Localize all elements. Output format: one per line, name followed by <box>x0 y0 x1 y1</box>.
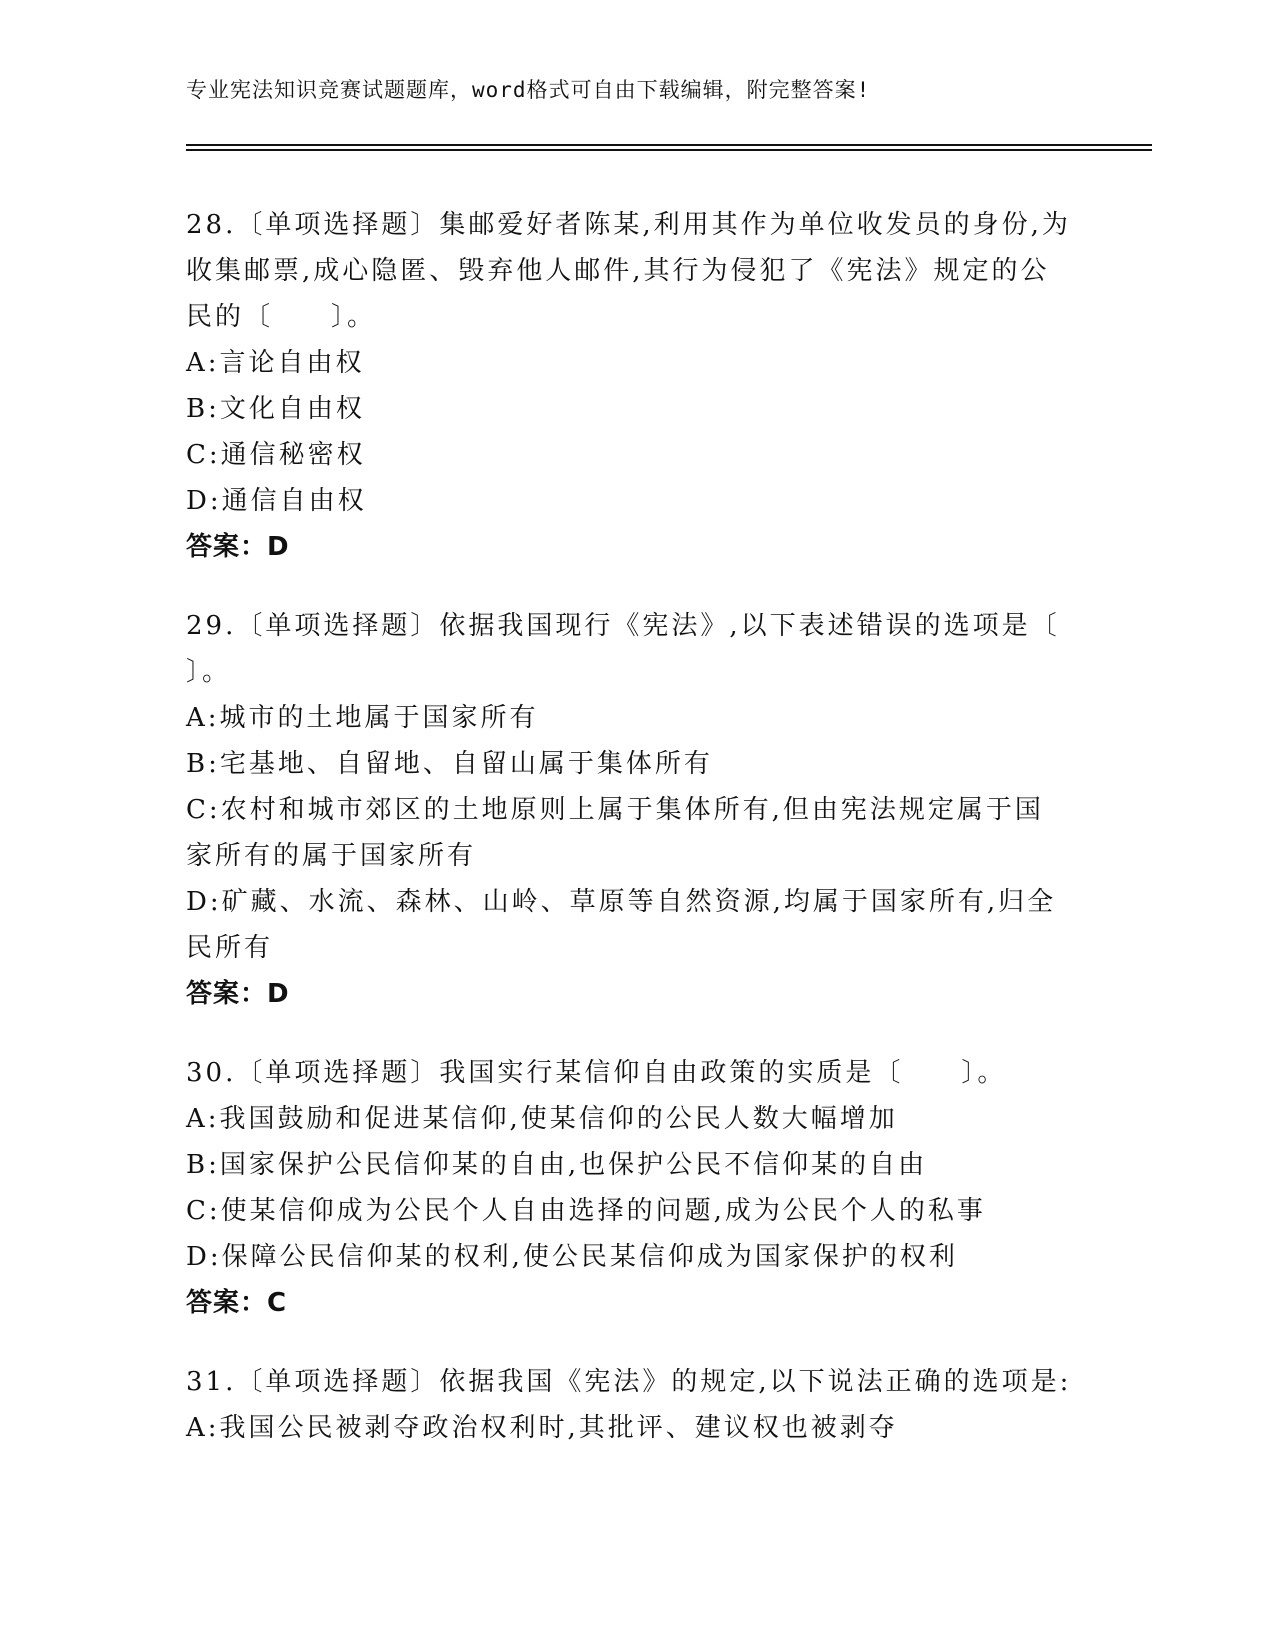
option-a: A:言论自由权 <box>186 348 365 378</box>
option-a: A:城市的土地属于国家所有 <box>186 703 539 733</box>
option-d: D:通信自由权 <box>186 486 367 516</box>
question-text: 收集邮票,成心隐匿、毁弃他人邮件,其行为侵犯了《宪法》规定的公 <box>186 256 1050 286</box>
question-text: 30.〔单项选择题〕我国实行某信仰自由政策的实质是〔 〕。 <box>186 1058 1007 1088</box>
header-rule-bottom <box>186 149 1152 151</box>
question-31 <box>186 1359 1086 1451</box>
question-text: 民的〔 〕。 <box>186 302 377 332</box>
question-text: 〕。 <box>186 657 232 687</box>
option-b: B:文化自由权 <box>186 394 365 424</box>
option-a: A:我国鼓励和促进某信仰,使某信仰的公民人数大幅增加 <box>186 1104 898 1134</box>
question-text: 28.〔单项选择题〕集邮爱好者陈某,利用其作为单位收发员的身份,为 <box>186 210 1071 240</box>
option-c: C:通信秘密权 <box>186 440 366 470</box>
document-header: 专业宪法知识竞赛试题题库，word格式可自由下载编辑，附完整答案! <box>186 78 871 102</box>
option-a: A:我国公民被剥夺政治权利时,其批评、建议权也被剥夺 <box>186 1413 898 1443</box>
question-28 <box>186 202 1086 570</box>
header-rule-top <box>186 144 1152 146</box>
option-b: B:国家保护公民信仰某的自由,也保护公民不信仰某的自由 <box>186 1150 928 1180</box>
option-c: C:使某信仰成为公民个人自由选择的问题,成为公民个人的私事 <box>186 1196 986 1226</box>
question-29 <box>186 603 1086 1017</box>
option-c: C:农村和城市郊区的土地原则上属于集体所有,但由宪法规定属于国 <box>186 795 1044 825</box>
option-c-continued: 家所有的属于国家所有 <box>186 841 477 871</box>
answer-label: 答案：D <box>186 532 290 562</box>
question-list <box>186 202 1086 1484</box>
option-d: D:保障公民信仰某的权利,使公民某信仰成为国家保护的权利 <box>186 1242 958 1272</box>
option-b: B:宅基地、自留地、自留山属于集体所有 <box>186 749 713 779</box>
option-d-continued: 民所有 <box>186 933 274 963</box>
answer-label: 答案：C <box>186 1288 288 1318</box>
question-30 <box>186 1050 1086 1326</box>
answer-label: 答案：D <box>186 979 290 1009</box>
question-text: 31.〔单项选择题〕依据我国《宪法》的规定,以下说法正确的选项是: <box>186 1367 1072 1397</box>
option-d: D:矿藏、水流、森林、山岭、草原等自然资源,均属于国家所有,归全 <box>186 887 1057 917</box>
question-text: 29.〔单项选择题〕依据我国现行《宪法》,以下表述错误的选项是〔 <box>186 611 1060 641</box>
